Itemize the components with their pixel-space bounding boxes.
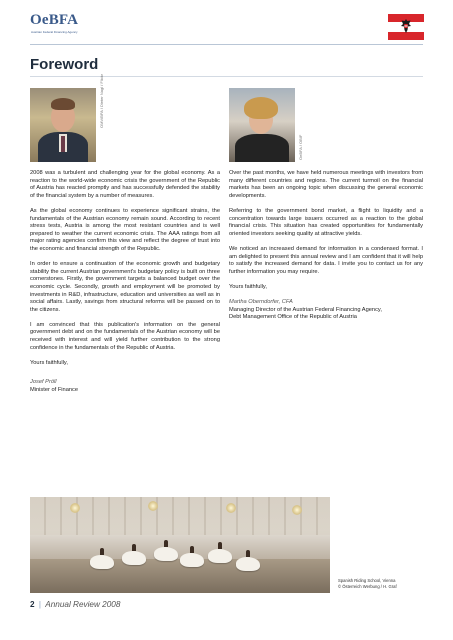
minister-signature-name: Josef Pröll	[30, 379, 57, 386]
portrait-director-photo	[229, 88, 295, 162]
left-paragraph: I am convinced that this publication's information on the general government debt and on the fundamentals of the Austrian economy will be received with interest and will yield further contribution to the strong confidence in the fundamentals of the Republic of Austria.	[30, 321, 220, 351]
image-caption	[338, 578, 397, 589]
director-signature-role-line2: Debt Management Office of the Republic of Austria	[229, 314, 357, 321]
publication-title: Annual Review 2008	[45, 600, 121, 609]
portrait-minister-photo	[30, 88, 96, 162]
right-paragraph: We noticed an increased demand for information in a condensed format. I am delighted to present this annual review and I am confident that it will help to satisfy the increased demand for data. I invite you to contact us for any further information you may require.	[229, 245, 423, 275]
left-paragraph: As the global economy continues to experience significant strains, the fundamentals of the Austrian economy remain sound. According to recent stress tests, Austria is among the most resistant countries and is well prepared to weather the current economic crisis. The AAA ratings from all major rating agencies confirm this view and reflect the degree of trust into the economic and financial strength of the Republic.	[30, 207, 220, 252]
logo-text: OeBFA	[30, 12, 79, 28]
page-title: Foreword	[30, 56, 99, 73]
footer-separator: |	[38, 600, 41, 609]
photo-credit-right: OeBFA / OBIF	[298, 134, 303, 160]
logo-subtext: Austrian Federal Financing Agency	[31, 30, 78, 34]
right-paragraph: Over the past months, we have held numerous meetings with investors from many different countries and regions. The current turmoil on the financial markets has been an ongoing topic when discussing the general economic developments.	[229, 170, 423, 199]
eagle-icon	[400, 18, 412, 34]
right-closing: Yours faithfully,	[229, 283, 267, 290]
page-footer	[30, 600, 120, 609]
caption-credit: © Österreich Werbung / H. Graf	[338, 583, 397, 589]
header-divider	[30, 44, 423, 45]
minister-signature-role: Minister of Finance	[30, 386, 79, 393]
right-text-column	[229, 170, 423, 322]
title-divider	[30, 76, 423, 77]
left-text-column	[30, 170, 220, 394]
director-signature-name: Martha Oberndorfer, CFA	[229, 299, 293, 306]
director-signature-role-line1: Managing Director of the Austrian Federal Financing Agency,	[229, 306, 382, 313]
austrian-flag-icon	[388, 14, 424, 40]
left-paragraph: In order to ensure a continuation of the economic growth and budgetary stability the current Austrian government's budgetary policy is built on three cornerstones. Firstly, the government targets a balanced budget over the economic cycle. Secondly, growth and employment will be promoted by investments in R&D, infrastructure, education and universities as well as in social affairs. Lastly, savings from structural reforms will be passed on to the citizens.	[30, 261, 220, 313]
left-closing: Yours faithfully,	[30, 359, 68, 366]
caption-title: Spanish Riding School, Vienna	[338, 578, 396, 583]
photo-credit-left: OMV/BPA / Dieter Nagl / Flickr	[99, 74, 104, 128]
oebfa-logo	[30, 12, 86, 36]
right-paragraph: Referring to the government bond market, a flight to liquidity and a concentration towards large issuers occurred as a reaction to the global financial crisis. This situation has created opportunities for fundamentally oriented investors seeking quality at attractive yields.	[229, 207, 423, 237]
left-paragraph: 2008 was a turbulent and challenging year for the global economy. As a reaction to the world-wide economic crisis the government of the Republic of Austria has reacted promptly and has successfully defended the stability of the financial system by a number of measures.	[30, 170, 220, 199]
page-number: 2	[30, 600, 35, 609]
